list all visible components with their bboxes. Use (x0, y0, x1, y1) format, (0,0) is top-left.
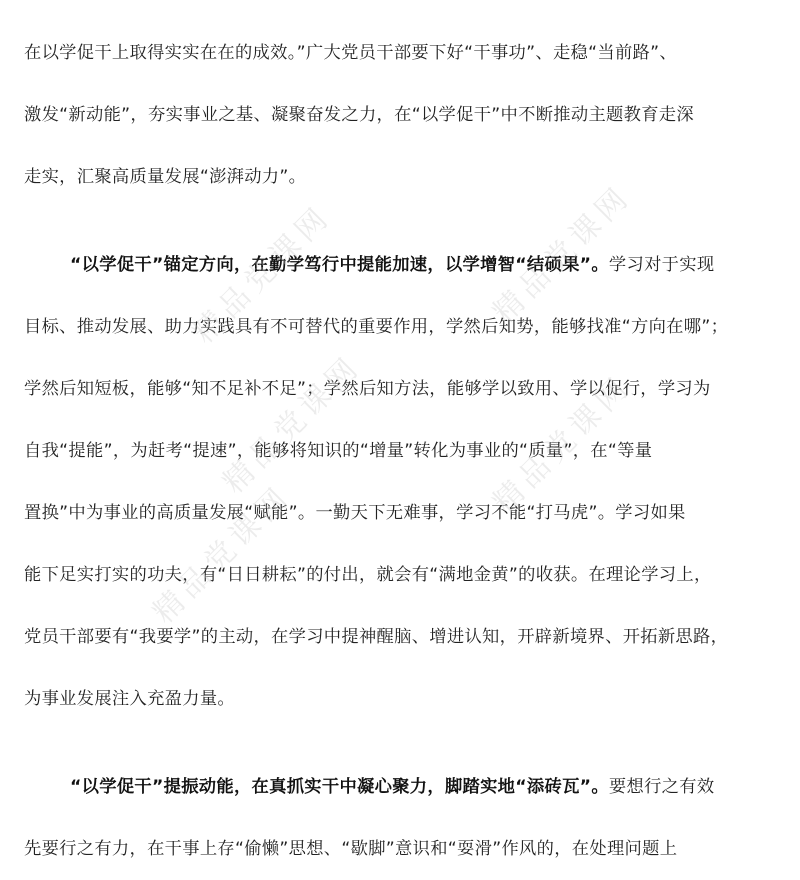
watermark: 精品党课网 (486, 178, 639, 331)
paragraph-spacer (0, 208, 800, 234)
paragraph-2-line: 党员干部要有“我要学”的主动，在学习中提神醒脑、增进认知，开辟新境界、开拓新思路， (24, 627, 729, 647)
paragraph-2-line: 自我“提能”，为赶考“提速”，能够将知识的“增量”转化为事业的“质量”，在“等量 (24, 441, 653, 461)
watermark: 精品党课网 (486, 368, 639, 521)
paragraph-2-first-line-rest: 学习对于实现 (608, 255, 715, 275)
paragraph-2-line: 置换”中为事业的高质量发展“赋能”。一勤天下无难事，学习不能“打马虎”。学习如果 (24, 503, 686, 523)
paragraph-3-line: 先要行之有力，在干事上存“偷懒”思想、“歇脚”意识和“耍滑”作风的，在处理问题上 (24, 839, 678, 859)
paragraph-2-line: 能下足实打实的功夫，有“日日耕耘”的付出，就会有“满地金黄”的收获。在理论学习上， (24, 565, 712, 585)
watermark: 精品党课网 (216, 348, 369, 501)
paragraph-2-line: 为事业发展注入充盈力量。 (24, 689, 235, 709)
paragraph-2-line: 学然后知短板，能够“知不足补不足”；学然后知方法，能够学以致用、学以促行，学习为 (24, 379, 711, 399)
paragraph-1-line: 激发“新动能”，夯实事业之基、凝聚奋发之力，在“以学促干”中不断推动主题教育走深 (24, 105, 694, 125)
paragraph-2-line: 目标、推动发展、助力实践具有不可替代的重要作用，学然后知势，能够找准“方向在哪”； (24, 317, 729, 337)
paragraph-3 (0, 756, 800, 880)
paragraph-1-line: 走实，汇聚高质量发展“澎湃动力”。 (24, 167, 307, 187)
watermark: 精品党课网 (186, 198, 339, 351)
paragraph-spacer (0, 730, 800, 756)
paragraph-3-first-line-rest: 要想行之有效 (608, 777, 715, 797)
paragraph-3-heading: “以学促干”提振动能，在真抓实干中凝心聚力，脚踏实地“添砖瓦”。 (70, 777, 609, 797)
paragraph-2-first-line (24, 234, 776, 296)
paragraph-3-first-line (24, 756, 776, 818)
paragraph-1-line: 在以学促干上取得实实在在的成效。”广大党员干部要下好“干事功”、走稳“当前路”、 (24, 43, 677, 63)
paragraph-2-heading: “以学促干”锚定方向，在勤学笃行中提能加速，以学增智“结硕果”。 (70, 255, 609, 275)
paragraph-2 (0, 234, 800, 730)
paragraph-1 (0, 0, 800, 208)
watermark: 精品党课网 (146, 478, 299, 631)
paragraph-1-line (24, 0, 776, 22)
